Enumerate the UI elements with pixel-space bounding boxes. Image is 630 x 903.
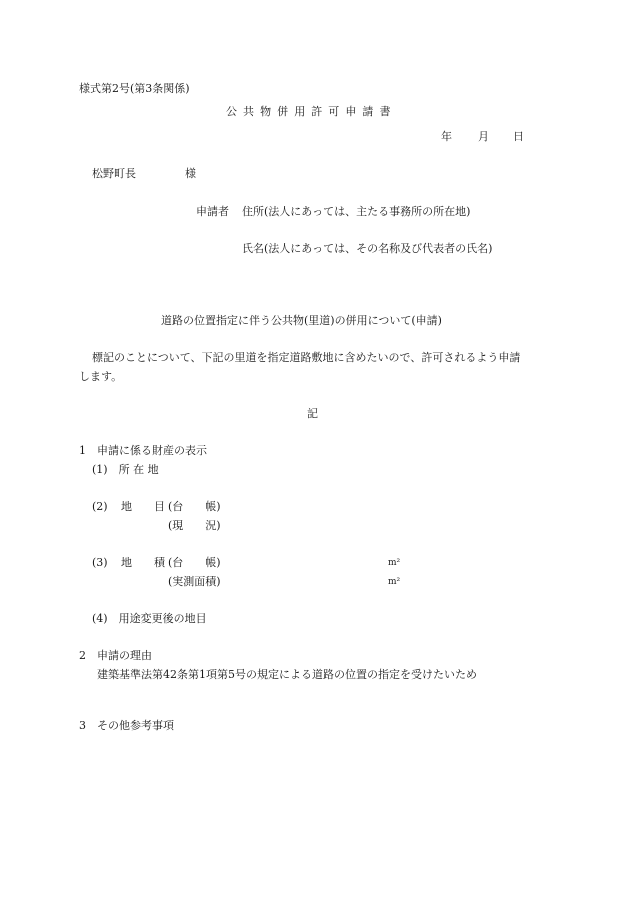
addressee-name: 松野町長 — [92, 167, 136, 180]
section-3-title: 3 その他参考事項 — [79, 719, 174, 732]
date-month: 月 — [478, 130, 489, 143]
addressee-honorific: 様 — [185, 167, 196, 180]
item-2-ledger-label: (台 帳) — [168, 500, 221, 513]
date-year: 年 — [441, 130, 452, 143]
document-title: 公共物併用許可申請書 — [226, 105, 397, 118]
item-2-actual-label: (現 況) — [168, 519, 221, 532]
item-3-area-label: 地 積 — [121, 556, 165, 569]
item-2-number: (2) — [92, 500, 108, 513]
note-heading: 記 — [307, 407, 318, 420]
item-1-location: (1) 所 在 地 — [92, 463, 159, 476]
applicant-name-label: 氏名(法人にあっては、その名称及び代表者の氏名) — [242, 242, 493, 255]
item-3-measured-unit: m² — [388, 577, 401, 587]
body-line-1: 標記のことについて、下記の里道を指定道路敷地に含めたいので、許可されるよう申請 — [92, 351, 521, 364]
section-2-title: 2 申請の理由 — [79, 649, 152, 662]
item-3-number: (3) — [92, 556, 108, 569]
item-3-measured-label: (実測面積) — [168, 575, 221, 588]
subject-line: 道路の位置指定に伴う公共物(里道)の併用について(申請) — [161, 314, 442, 327]
form-number: 様式第2号(第3条関係) — [79, 82, 190, 95]
item-4-new-category: (4) 用途変更後の地目 — [92, 612, 207, 625]
date-day: 日 — [513, 130, 524, 143]
item-3-ledger-label: (台 帳) — [168, 556, 221, 569]
applicant-label: 申請者 — [196, 205, 229, 218]
item-2-land-category-label: 地 目 — [121, 500, 165, 513]
applicant-address-label: 住所(法人にあっては、主たる事務所の所在地) — [242, 205, 471, 218]
section-1-title: 1 申請に係る財産の表示 — [79, 444, 207, 457]
item-3-ledger-unit: m² — [388, 558, 401, 568]
body-line-2: します。 — [79, 370, 123, 383]
section-2-reason: 建築基準法第42条第1項第5号の規定による道路の位置の指定を受けたいため — [97, 668, 477, 681]
